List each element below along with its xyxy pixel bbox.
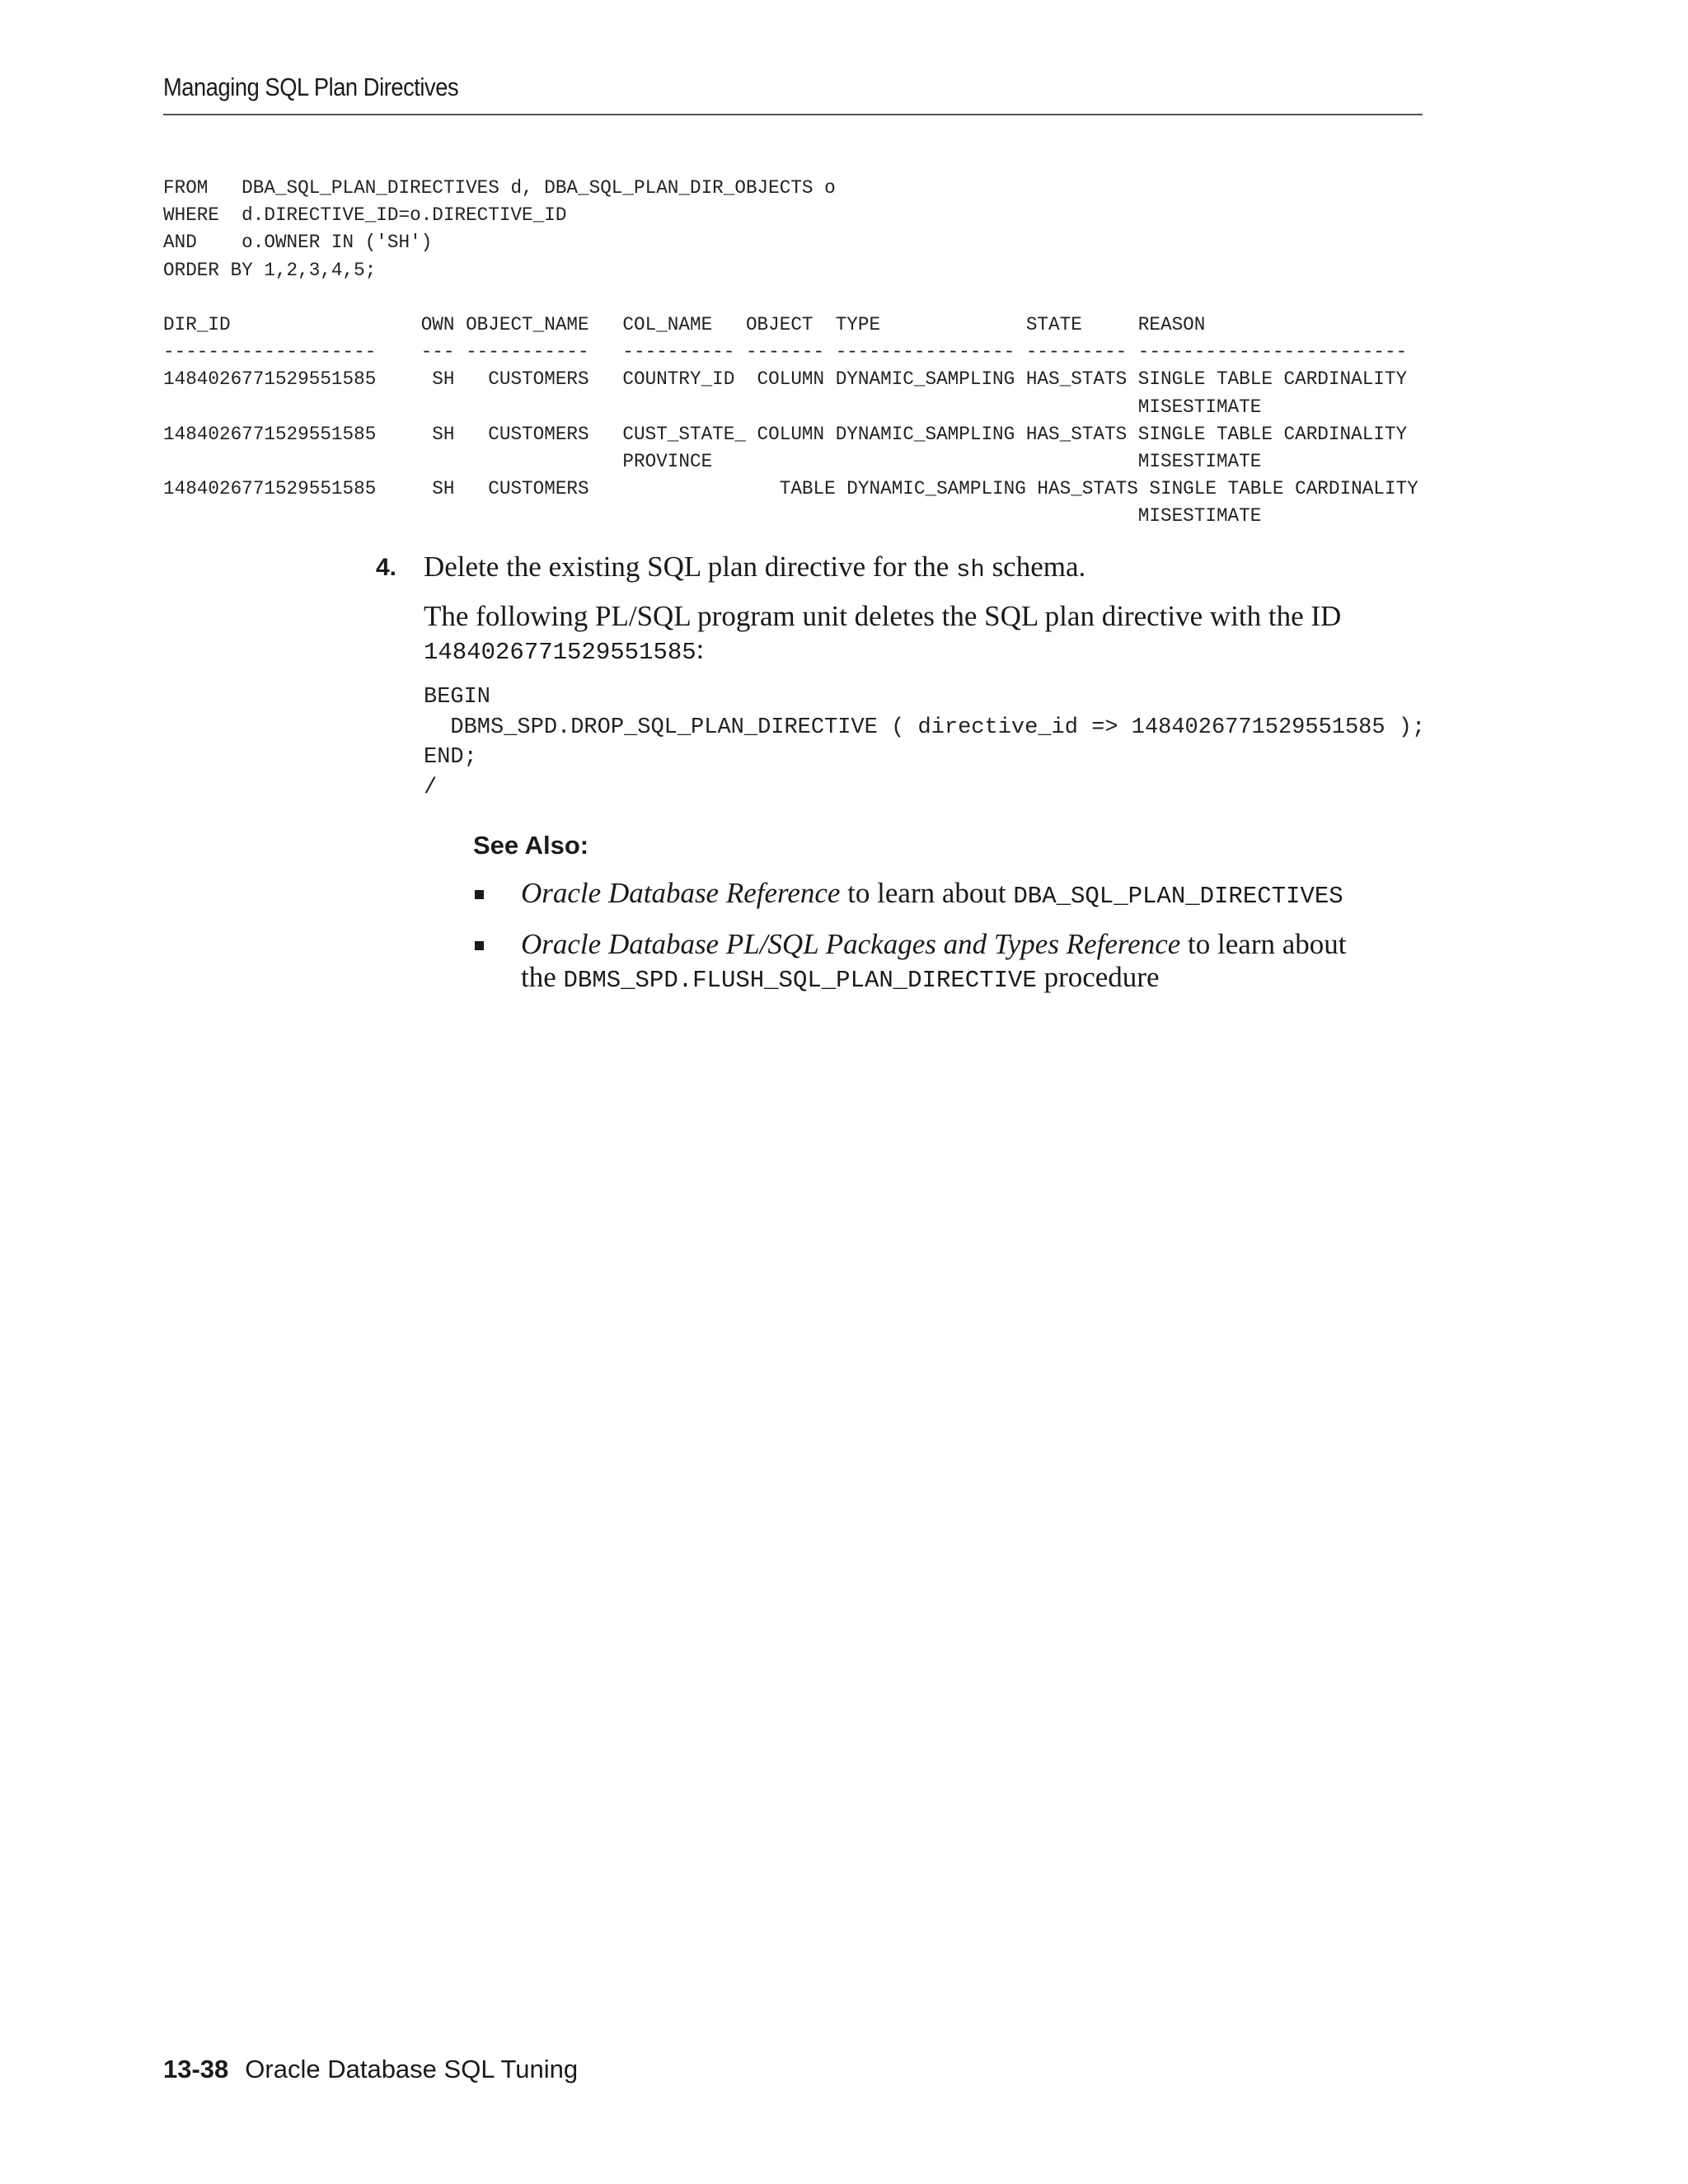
result-row-line: PROVINCE MISESTIMATE bbox=[163, 450, 1262, 472]
see-also-title: See Also: bbox=[473, 831, 589, 860]
result-row-line: MISESTIMATE bbox=[163, 396, 1262, 418]
running-header: Managing SQL Plan Directives bbox=[163, 73, 459, 101]
see-also-code: DBA_SQL_PLAN_DIRECTIVES bbox=[1013, 883, 1343, 910]
bullet-icon bbox=[475, 941, 484, 950]
page-number: 13-38 bbox=[163, 2055, 229, 2083]
query-code-block bbox=[163, 175, 1418, 530]
code-line: DBMS_SPD.DROP_SQL_PLAN_DIRECTIVE ( directive_id => 1484026771529551585 ); bbox=[424, 715, 1426, 740]
step-number: 4. bbox=[376, 554, 397, 581]
result-separator-line: ------------------- --- ----------- ---------- ------- ---------------- --------- ------------------------ bbox=[163, 341, 1408, 363]
page-footer bbox=[163, 2055, 578, 2084]
result-row-line: 1484026771529551585 SH CUSTOMERS COUNTRY_ID COLUMN DYNAMIC_SAMPLING HAS_STATS SINGLE TABLE CARDINALITY bbox=[163, 368, 1408, 391]
step-title-tail: schema. bbox=[984, 551, 1086, 583]
code-line: ORDER BY 1,2,3,4,5; bbox=[163, 259, 377, 281]
result-header-line: DIR_ID OWN OBJECT_NAME COL_NAME OBJECT TYPE STATE REASON bbox=[163, 313, 1206, 335]
result-row-line: MISESTIMATE bbox=[163, 505, 1262, 527]
code-line: FROM DBA_SQL_PLAN_DIRECTIVES d, DBA_SQL_PLAN_DIR_OBJECTS o bbox=[163, 177, 836, 199]
plsql-code-block bbox=[424, 682, 1425, 803]
see-also-note bbox=[473, 831, 1347, 1012]
code-line: END; bbox=[424, 745, 477, 770]
see-also-code: DBMS_SPD.FLUSH_SQL_PLAN_DIRECTIVE bbox=[563, 967, 1037, 994]
directive-id-code: 1484026771529551585 bbox=[424, 639, 696, 666]
result-row-line: 1484026771529551585 SH CUSTOMERS CUST_STATE_ COLUMN DYNAMIC_SAMPLING HAS_STATS SINGLE TABLE CARDINALITY bbox=[163, 423, 1408, 445]
step-description bbox=[424, 600, 1413, 669]
reference-link[interactable]: Oracle Database PL/SQL Packages and Types Reference bbox=[521, 928, 1181, 960]
see-also-tail: procedure bbox=[1036, 961, 1160, 993]
bullet-icon bbox=[475, 890, 484, 899]
header-rule bbox=[163, 114, 1423, 115]
code-line: AND o.OWNER IN ('SH') bbox=[163, 232, 433, 254]
code-line: BEGIN bbox=[424, 685, 491, 710]
step-description-tail: : bbox=[696, 633, 705, 665]
step-title bbox=[424, 551, 1085, 583]
see-also-item bbox=[473, 877, 1347, 913]
step-description-text: The following PL/SQL program unit deletes the SQL plan directive with the ID bbox=[424, 600, 1342, 632]
result-row-line: 1484026771529551585 SH CUSTOMERS TABLE DYNAMIC_SAMPLING HAS_STATS SINGLE TABLE CARDINALITY bbox=[163, 478, 1418, 500]
step-title-text: Delete the existing SQL plan directive for the bbox=[424, 551, 956, 583]
see-also-item bbox=[473, 928, 1347, 997]
code-line: / bbox=[424, 775, 438, 800]
code-line bbox=[163, 284, 1418, 312]
see-also-text: to learn about bbox=[840, 877, 1014, 909]
see-also-text: to learn about the bbox=[521, 928, 1347, 993]
code-line: WHERE d.DIRECTIVE_ID=o.DIRECTIVE_ID bbox=[163, 204, 567, 227]
schema-code: sh bbox=[956, 556, 985, 583]
see-also-list bbox=[473, 877, 1347, 997]
reference-link[interactable]: Oracle Database Reference bbox=[521, 877, 841, 909]
book-title: Oracle Database SQL Tuning bbox=[245, 2055, 579, 2083]
